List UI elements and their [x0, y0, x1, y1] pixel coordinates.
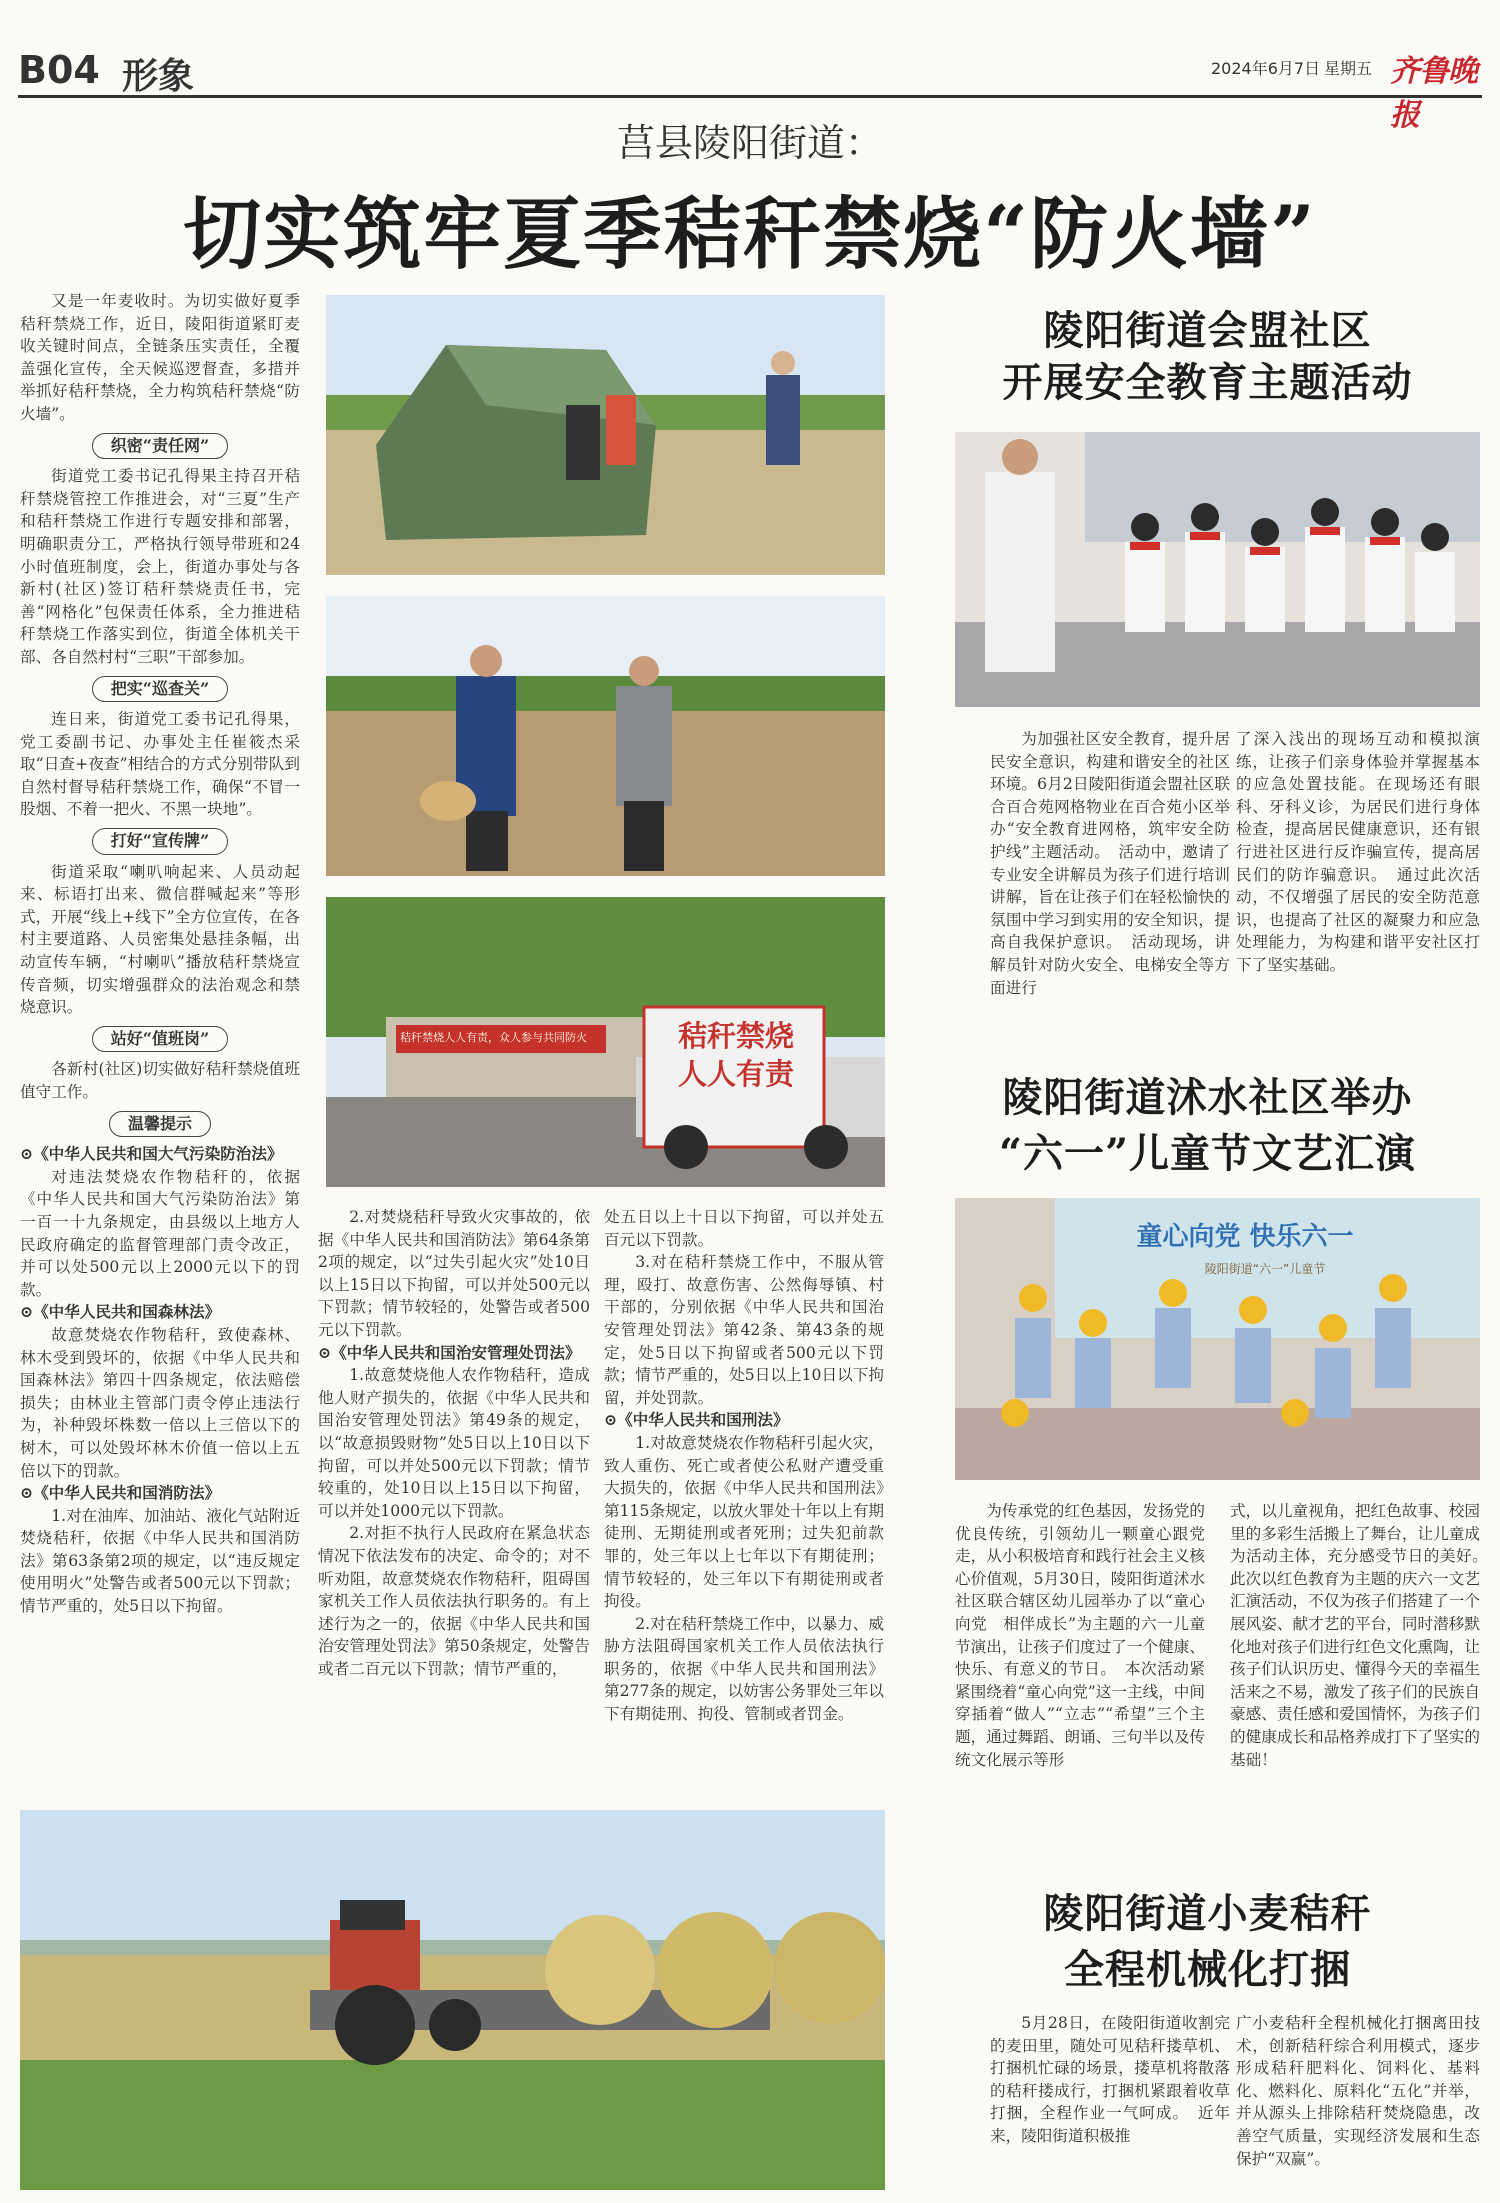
- paragraph: 1.对在油库、加油站、液化气站附近焚烧秸秆，依据《中华人民共和国消防法》第63条第2项的规定，以“违反规定使用明火”处警告或者500元以下罚款；情节严重的，处5日以下拘留。: [20, 1506, 300, 1616]
- law-title: ⊙《中华人民共和国治安管理处罚法》: [318, 1342, 581, 1362]
- paragraph: 2.对焚烧秸秆导致火灾事故的，依据《中华人民共和国消防法》第64条第2项的规定，以“过失引起火灾”处10日以上15日以下拘留，可以并处500元以下罚款；情节较轻的，处警告或者500元以下罚款。: [318, 1208, 590, 1339]
- article1-title-line1: 陵阳街道会盟社区: [1043, 307, 1372, 354]
- article3-col1: [990, 2012, 1230, 2148]
- paragraph: 街道采取“喇叭响起来、人员动起来、标语打出来、微信群喊起来”等形式，开展“线上+线下”全方位宣传，在各村主要道路、人员密集处悬挂条幅，出动宣传车辆，“村喇叭”播放秸秆禁烧宣传音频，切实增强群众的法治观念和禁烧意识。: [20, 862, 300, 1017]
- article1-col2: [1236, 728, 1480, 977]
- article3-headline: [935, 1886, 1480, 1998]
- main-subtitle: 莒县陵阳街道：: [616, 121, 883, 165]
- truck-banner-text: 秸秆禁烧 人人有责: [677, 1019, 794, 1091]
- article1-col1: [990, 728, 1230, 999]
- photo-publicity-truck: [326, 897, 885, 1187]
- subhead-duty: 站好“值班岗”: [20, 1026, 300, 1053]
- section-name: 形象: [122, 55, 195, 97]
- paragraph: 为传承党的红色基因，发扬党的优良传统，引领幼儿一颗童心跟党走，从小积极培育和践行社会主义核心价值观，5月30日，陵阳街道沭水社区联合辖区幼儿园举办了以“童心向党 相伴成长”为主题的六一儿童节演出，让孩子们度过了一个健康、快乐、有意义的节日。 本次活动紧紧围绕着“童心向党”这一主线，中间穿插着“做人”“立志”“希望”三个主题，通过舞蹈、朗诵、三句半以及传统文化展示等形: [955, 1502, 1205, 1769]
- article2-title-line2: “六一”儿童节文艺汇演: [998, 1130, 1416, 1177]
- law-title: ⊙《中华人民共和国消防法》: [20, 1483, 221, 1503]
- main-article-col2: [318, 1206, 590, 1680]
- issue-weekday: 星期五: [1324, 59, 1373, 78]
- intro-paragraph: 又是一年麦收时。为切实做好夏季秸秆禁烧工作，近日，陵阳街道紧盯麦收关键时间点，全链条压实责任，全覆盖强化宣传，全天候巡逻督查，多措并举抓好秸秆禁烧，全力构筑秸秆禁烧“防火墙”。: [20, 292, 300, 423]
- law-title: ⊙《中华人民共和国刑法》: [604, 1410, 789, 1430]
- paragraph: 了深入浅出的现场互动和模拟演练，让孩子们亲身体验并掌握基本的应急处置技能。在现场还有眼科、牙科义诊，为居民们进行身体检查，提高居民健康意识，还有银行进社区进行反诈骗宣传，提高居民们的防诈骗意识。 通过此次活动，不仅增强了居民的安全防范意识，也提高了社区的凝聚力和应急处理能力，为构建和谐平安社区打下了坚实基础。: [1236, 730, 1480, 974]
- photo-childrens-day-stage: [955, 1198, 1480, 1480]
- article3-col2: [1236, 2012, 1480, 2170]
- article2-col1: [955, 1500, 1205, 1771]
- article2-title-line1: 陵阳街道沭水社区举办: [1002, 1074, 1413, 1121]
- article2-col2: [1230, 1500, 1496, 1771]
- law-title: ⊙《中华人民共和国森林法》: [20, 1302, 221, 1322]
- paragraph: 式，以儿童视角，把红色故事、校园里的多彩生活搬上了舞台，让儿童成为活动主体，充分感受节日的美好。 此次以红色教育为主题的庆六一文艺汇演活动，不仅为孩子们搭建了一个展风姿、献才艺的平台，同时潜移默化地对孩子们进行红色文化熏陶，让孩子们认识历史、懂得今天的幸福生活来之不易，激发了孩子们的民族自豪感、责任感和爱国情怀，为孩子们的健康成长和品格养成打下了坚实的基础！: [1230, 1502, 1496, 1769]
- roadside-banner-text: 秸秆禁烧人人有责，众人参与共同防火: [400, 1031, 587, 1044]
- main-article-col3: [604, 1206, 884, 1726]
- paragraph: 街道党工委书记孔得果主持召开秸秆禁烧管控工作推进会，对“三夏”生产和秸秆禁烧工作进行专题安排和部署，明确职责分工，严格执行领导带班和24小时值班制度，会上，街道办事处与各新村(社区)签订秸秆禁烧责任书，完善“网格化”包保责任体系，全力推进秸秆禁烧工作落实到位，街道全体机关干部、各自然村村“三职”干部参加。: [20, 467, 300, 666]
- stage-backdrop-title: 童心向党 快乐六一: [1136, 1222, 1354, 1252]
- photo-straw-baling: [20, 1810, 885, 2190]
- stage-backdrop-subtitle: 陵阳街道“六一”儿童节: [1204, 1262, 1326, 1276]
- subhead-publicity: 打好“宣传牌”: [20, 828, 300, 855]
- paragraph: 1.故意焚烧他人农作物秸秆，造成他人财产损失的，依据《中华人民共和国治安管理处罚法》第49条的规定，以“故意损毁财物”处5日以上10日以下拘留，可以并处500元以下罚款；情节较重的，处10日以上15日以下拘留，可以并处1000元以下罚款。: [318, 1366, 590, 1520]
- article1-title-line2: 开展安全教育主题活动: [1002, 359, 1413, 406]
- paragraph: 连日来，街道党工委书记孔得果，党工委副书记、办事处主任崔筱杰采取“日查+夜查”相结合的方式分别带队到自然村督导秸秆禁烧工作，确保“不冒一股烟、不着一把火、不黑一块地”。: [20, 710, 300, 819]
- paragraph: 1.对故意焚烧农作物秸秆引起火灾，致人重伤、死亡或者使公私财产遭受重大损失的，依据《中华人民共和国刑法》第115条规定，以放火罪处十年以上有期徒刑、无期徒刑或者死刑；过失犯前款罪的，处三年以上七年以下有期徒刑；情节较轻的，处三年以下有期徒刑或者拘役。: [604, 1433, 884, 1611]
- article3-title-line2: 全程机械化打捆: [1064, 1946, 1351, 1993]
- newspaper-logo: 齐鲁晚报: [1390, 54, 1477, 133]
- paragraph: 3.对在秸秆禁烧工作中，不服从管理，殴打、故意伤害、公然侮辱镇、村干部的，分别依据《中华人民共和国治安管理处罚法》第42条、第43条的规定，处5日以下拘留或者500元以下罚款；情节严重的，处5日以上10日以下拘留，并处罚款。: [604, 1253, 884, 1407]
- paragraph: 对违法焚烧农作物秸秆的，依据《中华人民共和国大气污染防治法》第一百一十九条规定，由县级以上地方人民政府确定的监督管理部门责令改正，并可以处500元以上2000元以下的罚款。: [20, 1167, 300, 1299]
- issue-date: 2024年6月7日: [1211, 59, 1321, 78]
- photo-field-tent: [326, 295, 885, 575]
- subhead-responsibility: 织密“责任网”: [20, 433, 300, 460]
- paragraph: 5月28日，在陵阳街道收割完的麦田里，随处可见秸秆搂草机、打捆机忙碌的场景，搂草机将散落的秸秆搂成行，打捆机紧跟着收草打捆，全程作业一气呵成。 近年来，陵阳街道积极推: [990, 2014, 1230, 2145]
- article3-title-line1: 陵阳街道小麦秸秆: [1043, 1890, 1372, 1937]
- main-article-col1: [20, 290, 300, 1618]
- photo-safety-education: [955, 432, 1480, 707]
- subhead-patrol: 把实“巡查关”: [20, 676, 300, 703]
- paragraph: 广小麦秸秆全程机械化打捆离田技术，创新秸秆综合利用模式，逐步形成秸秆肥料化、饲料化、基料化、燃料化、原料化“五化”并举，并从源头上排除秸秆焚烧隐患，改善空气质量，实现经济发展和生态保护“双赢”。: [1236, 2014, 1480, 2168]
- law-title: ⊙《中华人民共和国大气污染防治法》: [20, 1144, 283, 1164]
- paragraph: 各新村(社区)切实做好秸秆禁烧值班值守工作。: [20, 1060, 300, 1101]
- paragraph: 2.对在秸秆禁烧工作中，以暴力、威胁方法阻碍国家机关工作人员依法执行职务的，依据《中华人民共和国刑法》第277条的规定，以妨害公务罪处三年以下有期徒刑、拘役、管制或者罚金。: [604, 1614, 884, 1724]
- article2-headline: [935, 1070, 1480, 1182]
- photo-field-inspection: [326, 596, 885, 876]
- paragraph: 为加强社区安全教育，提升居民安全意识，构建和谐安全的社区环境。6月2日陵阳街道会盟社区联合百合苑网格物业在百合苑小区举办“安全教育进网格，筑牢安全防护线”主题活动。 活动中，邀请了专业安全讲解员为孩子们进行培训讲解，旨在让孩子们在轻松愉快的氛围中学习到实用的安全知识，提高自我保护意识。 活动现场，讲解员针对防火安全、电梯安全等方面进行: [990, 730, 1230, 997]
- paragraph: 2.对拒不执行人民政府在紧急状态情况下依法发布的决定、命令的；对不听劝阻，故意焚烧农作物秸秆，阻碍国家机关工作人员依法执行职务的。有上述行为之一的，依据《中华人民共和国治安管理处罚法》第50条规定，处警告或者二百元以下罚款；情节严重的，: [318, 1524, 590, 1678]
- paragraph: 故意焚烧农作物秸秆，致使森林、林木受到毁坏的，依据《中华人民共和国森林法》第四十四条规定，依法赔偿损失；由林业主管部门责令停止违法行为，补种毁坏株数一倍以上三倍以下的树木，可以处毁坏林木价值一倍以上五倍以下的罚款。: [20, 1325, 300, 1480]
- page-header: [18, 42, 1482, 133]
- paragraph: 处五日以上十日以下拘留，可以并处五百元以下罚款。: [604, 1208, 884, 1249]
- subhead-tips: 温馨提示: [20, 1111, 300, 1138]
- page-number: B04: [18, 48, 100, 92]
- article1-headline: [935, 305, 1480, 409]
- main-headline: 切实筑牢夏季秸秆禁烧“防火墙”: [183, 189, 1317, 280]
